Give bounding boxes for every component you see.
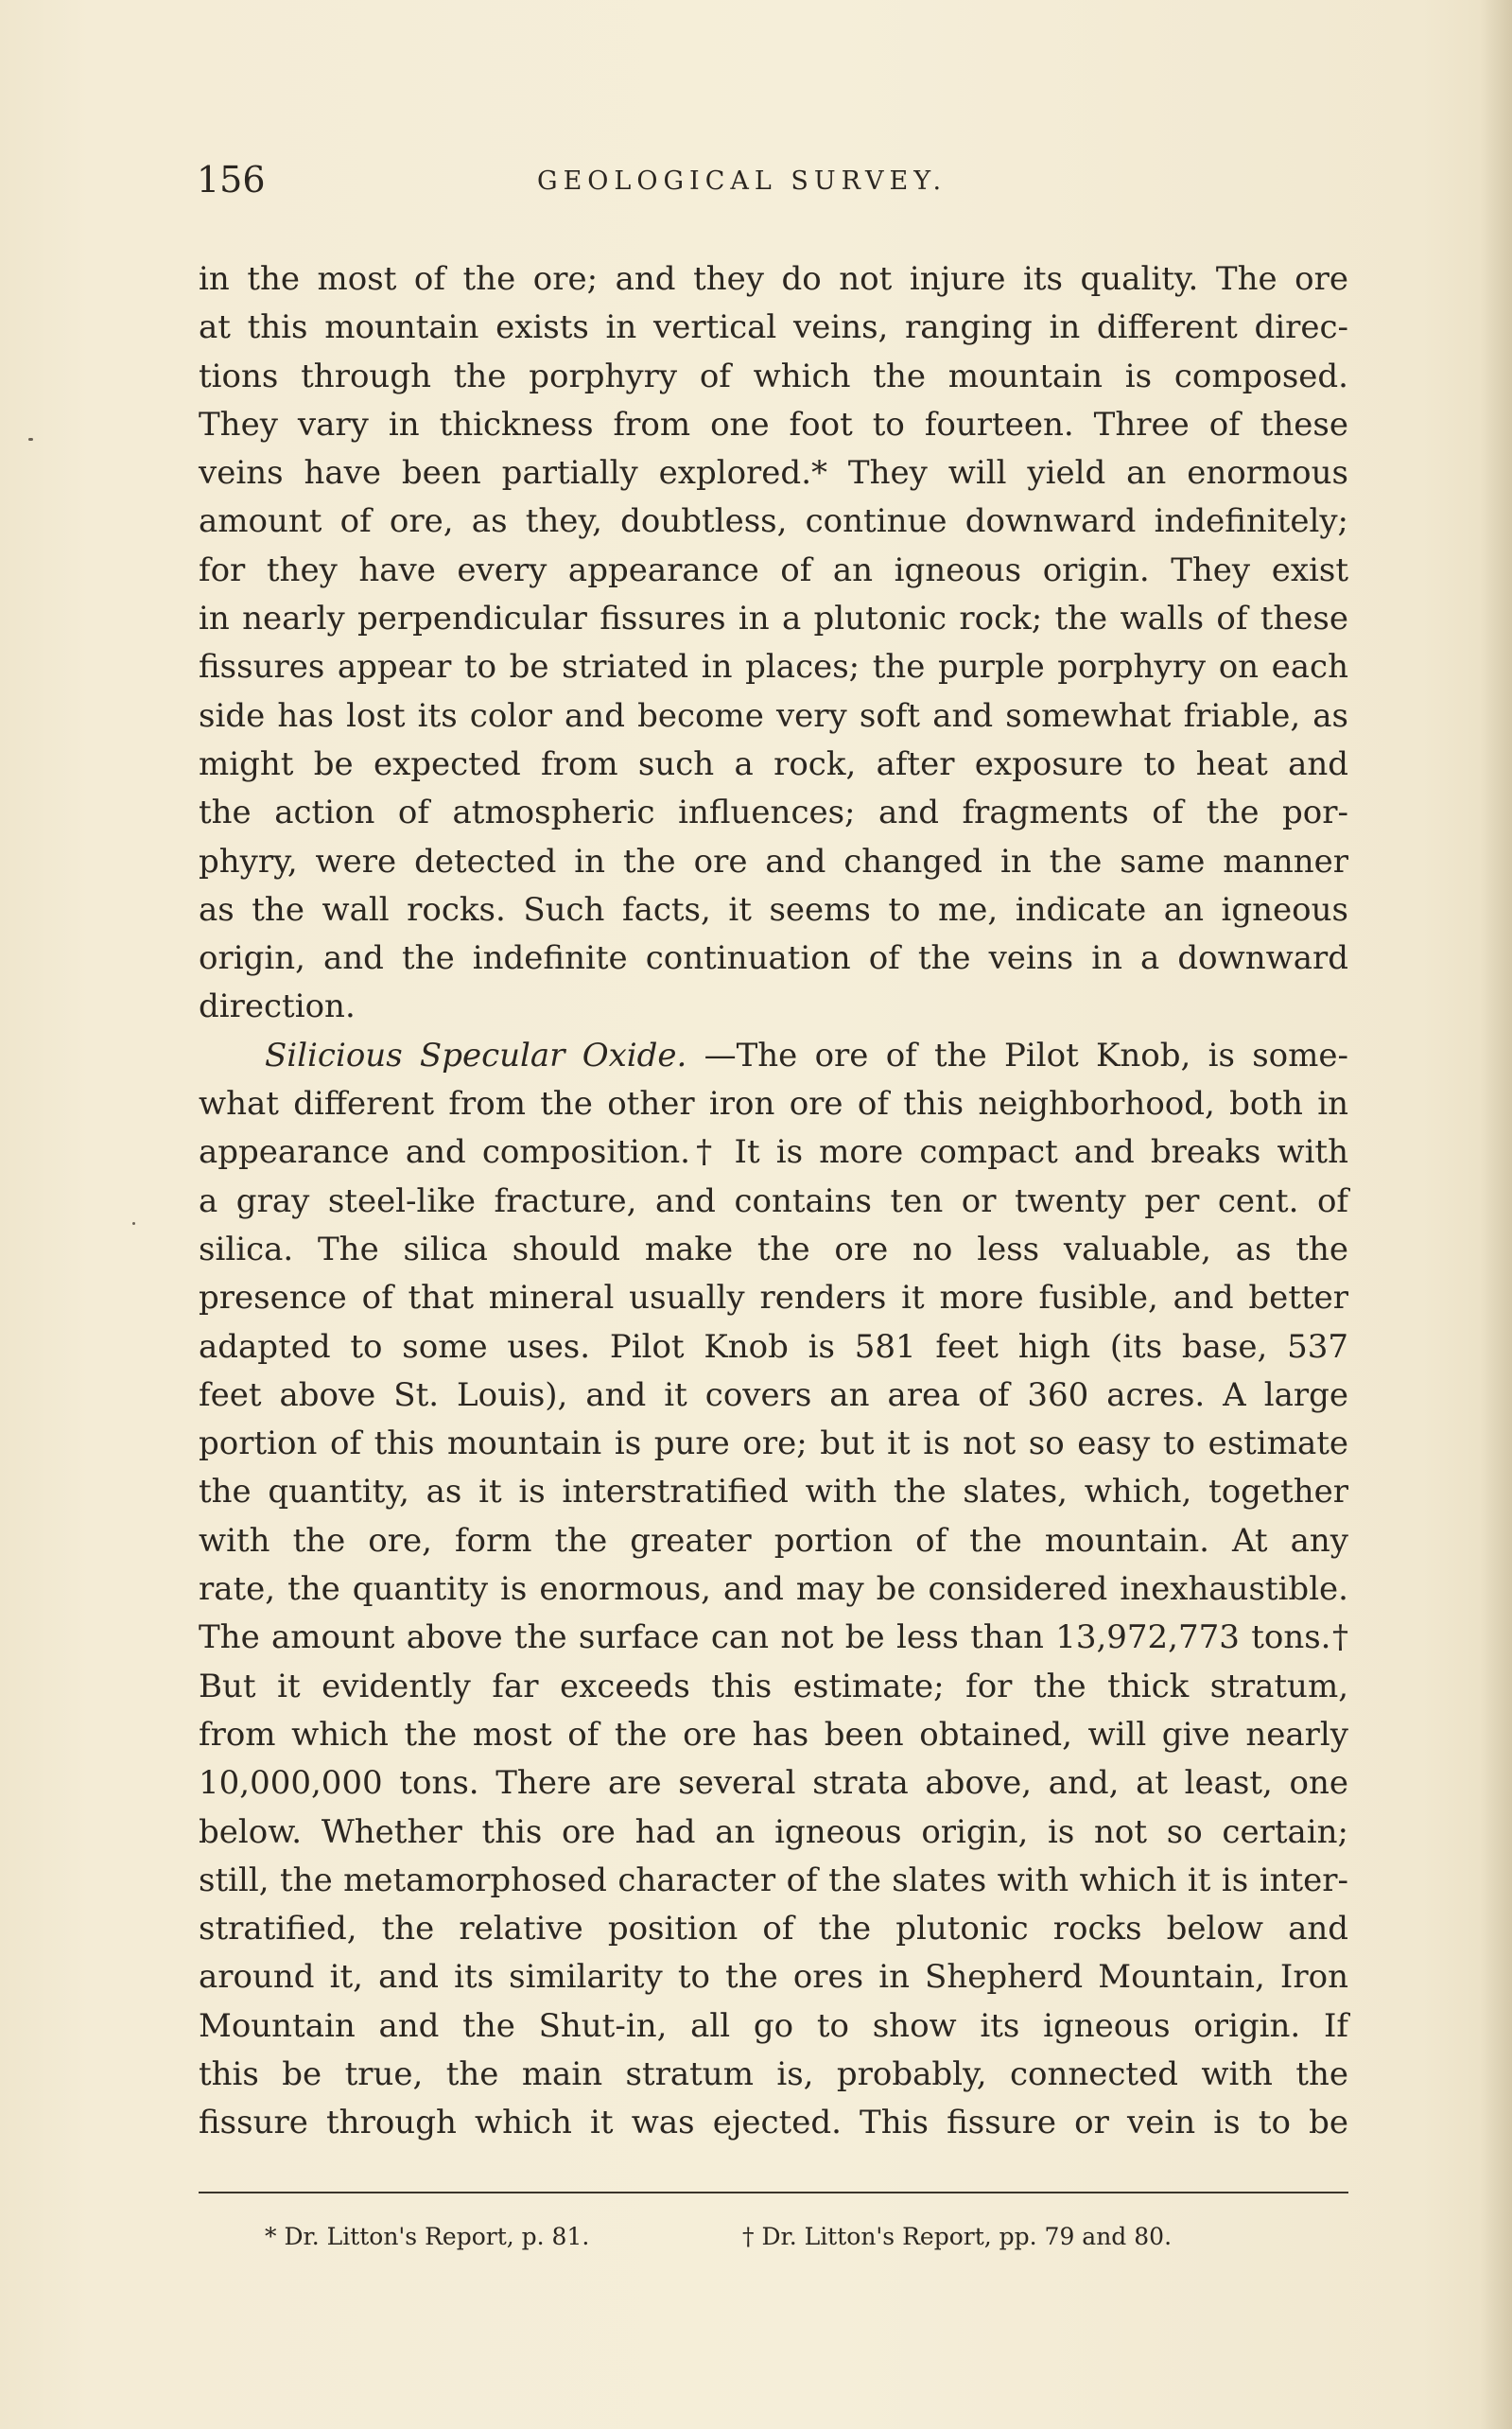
text-line: rate, the quantity is enormous, and may be considered inexhaustible.: [199, 1570, 1348, 1609]
text-line: silica. The silica should make the ore no less valuable, as the: [199, 1230, 1348, 1268]
text-line: fissure through which it was ejected. This fissure or vein is to be: [199, 2104, 1348, 2142]
text-line: direction.: [199, 987, 356, 1026]
text-line: They vary in thickness from one foot to fourteen. Three of these: [199, 405, 1348, 444]
text-line: adapted to some uses. Pilot Knob is 581 feet high (its base, 537: [199, 1327, 1348, 1366]
text-line: phyry, were detected in the ore and changed in the same manner: [199, 842, 1348, 881]
text-line: portion of this mountain is pure ore; but it is not so easy to estimate: [199, 1424, 1348, 1463]
text-line: the quantity, as it is interstratified with the slates, which, together: [199, 1473, 1348, 1512]
footnote-rule: [199, 2192, 1348, 2193]
text-line: The amount above the surface can not be less than 13,972,773 tons.†: [199, 1618, 1348, 1657]
text-line: veins have been partially explored.* They will yield an enormous: [199, 454, 1348, 493]
section-first-line-rest: —The ore of the Pilot Knob, is some-: [704, 1036, 1348, 1075]
text-line: in the most of the ore; and they do not injure its quality. The ore: [199, 260, 1348, 298]
text-line: below. Whether this ore had an igneous origin, is not so certain;: [199, 1812, 1348, 1851]
text-line: presence of that mineral usually renders it more fusible, and better: [199, 1279, 1348, 1318]
text-line: as the wall rocks. Such facts, it seems to me, indicate an igneous: [199, 890, 1348, 929]
text-line: Mountain and the Shut-in, all go to show its igneous origin. If: [199, 2006, 1348, 2045]
page-edge-shadow: [1480, 0, 1512, 2429]
text-line: the action of atmospheric influences; and fragments of the por-: [199, 794, 1348, 832]
paper-speck: [132, 1222, 135, 1225]
text-line: origin, and the indefinite continuation of the veins in a downward: [199, 939, 1348, 978]
text-line: amount of ore, as they, doubtless, continue downward indefinitely;: [199, 502, 1348, 541]
footnote-2: † Dr. Litton's Report, pp. 79 and 80.: [742, 2223, 1173, 2250]
section-first-line: [199, 1032, 1348, 1080]
text-line: still, the metamorphosed character of the slates with which it is inter-: [199, 1861, 1348, 1899]
page-number: 156: [197, 159, 266, 201]
text-line: fissures appear to be striated in places; the purple porphyry on each: [199, 648, 1348, 687]
text-line: in nearly perpendicular fissures in a plutonic rock; the walls of these: [199, 600, 1348, 638]
section-heading: Silicious Specular Oxide.: [265, 1036, 687, 1075]
page-header: [197, 159, 1348, 206]
paper-speck: [28, 438, 33, 441]
text-line: with the ore, form the greater portion of the mountain. At any: [199, 1521, 1348, 1560]
footnotes: [199, 2223, 1348, 2261]
running-head: GEOLOGICAL SURVEY.: [537, 166, 947, 196]
footnote-1: * Dr. Litton's Report, p. 81.: [265, 2223, 590, 2250]
text-line: side has lost its color and become very soft and somewhat friable, as: [199, 696, 1348, 735]
text-line: a gray steel-like fracture, and contains ten or twenty per cent. of: [199, 1181, 1348, 1220]
text-line: around it, and its similarity to the ores in Shepherd Mountain, Iron: [199, 1958, 1348, 1997]
text-line: stratified, the relative position of the plutonic rocks below and: [199, 1910, 1348, 1948]
text-line: what different from the other iron ore of this neighborhood, both in: [199, 1085, 1348, 1124]
text-line: feet above St. Louis), and it covers an area of 360 acres. A large: [199, 1375, 1348, 1414]
text-line: at this mountain exists in vertical veins, ranging in different direc-: [199, 308, 1348, 347]
text-line: appearance and composition.† It is more compact and breaks with: [199, 1133, 1348, 1172]
text-line: But it evidently far exceeds this estimate; for the thick stratum,: [199, 1667, 1348, 1705]
text-line: for they have every appearance of an igneous origin. They exist: [199, 550, 1348, 589]
text-line: 10,000,000 tons. There are several strata above, and, at least, one: [199, 1764, 1348, 1803]
body-text: [199, 255, 1348, 2148]
text-line: this be true, the main stratum is, probably, connected with the: [199, 2054, 1348, 2093]
text-line: might be expected from such a rock, after exposure to heat and: [199, 744, 1348, 783]
text-line: tions through the porphyry of which the mountain is composed.: [199, 357, 1348, 395]
text-line: from which the most of the ore has been obtained, will give nearly: [199, 1715, 1348, 1754]
